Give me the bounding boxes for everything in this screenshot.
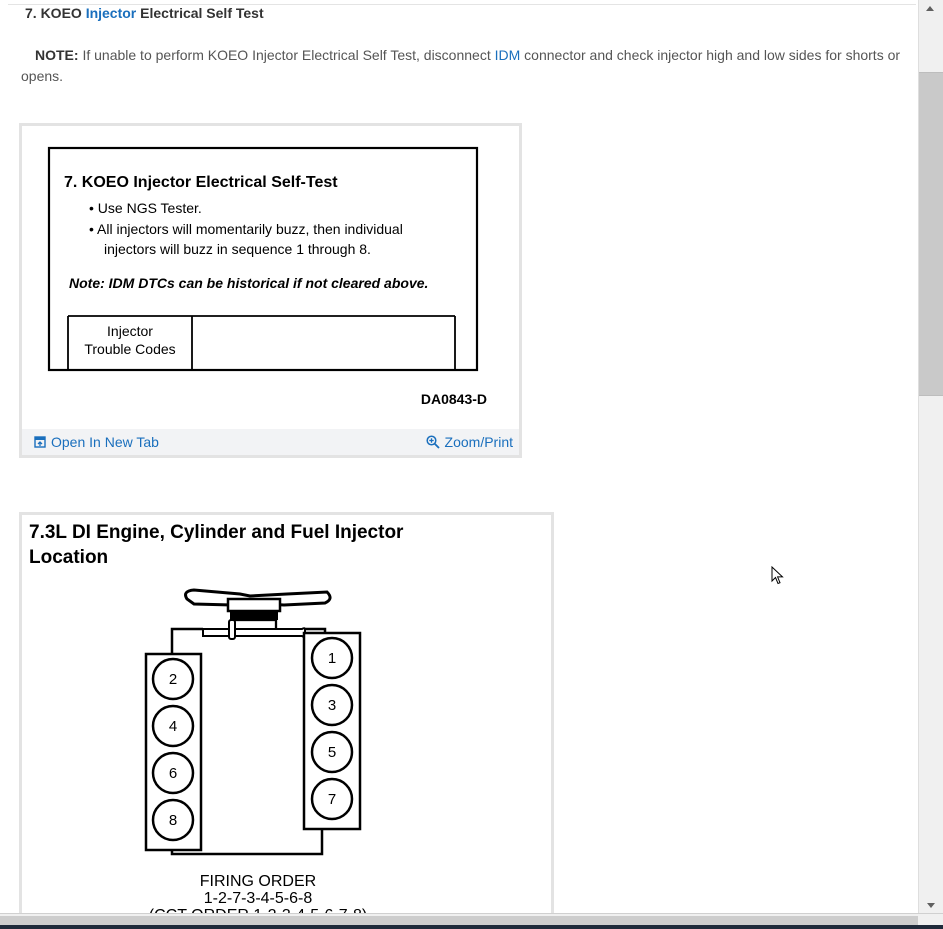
cylinder-label-8: 8 — [168, 812, 178, 829]
bullet-2-cont: injectors will buzz in sequence 1 through 8. — [104, 241, 371, 257]
koeo-diagram — [22, 126, 519, 429]
figure-engine-layout — [19, 512, 554, 929]
table-label-line1: Injector — [107, 323, 153, 339]
table-label-line2: Trouble Codes — [84, 341, 176, 357]
engine-title-line2: Location — [29, 547, 109, 568]
injector-link[interactable]: Injector — [85, 5, 137, 21]
cylinder-label-4: 4 — [168, 718, 178, 735]
scroll-up-button[interactable] — [919, 0, 943, 72]
vertical-scrollbar[interactable] — [918, 0, 943, 913]
bullet-2: • All injectors will momentarily buzz, then individual — [89, 221, 403, 237]
note-paragraph — [21, 45, 901, 87]
mouse-pointer-icon — [771, 566, 785, 586]
firing-order-label: FIRING ORDER — [199, 873, 317, 890]
figure-footer — [22, 429, 519, 455]
open-new-tab-icon — [34, 436, 46, 448]
engine-diagram — [22, 515, 551, 929]
diagram-title: 7. KOEO Injector Electrical Self-Test — [64, 174, 338, 191]
cylinder-label-7: 7 — [327, 791, 337, 808]
diagram-note: Note: IDM DTCs can be historical if not cleared above. — [69, 275, 429, 291]
zoom-in-icon — [426, 435, 440, 449]
section-heading — [25, 5, 264, 21]
scroll-down-button[interactable] — [919, 897, 943, 913]
firing-order: 1-2-7-3-4-5-6-8 — [203, 890, 313, 907]
idm-link[interactable]: IDM — [494, 47, 521, 63]
zoom-print-link[interactable] — [426, 434, 513, 450]
heading-prefix: 7. KOEO — [25, 5, 86, 21]
cylinder-label-2: 2 — [168, 671, 178, 688]
note-text-after: connector and check injector high and low sides for shorts or opens. — [21, 47, 901, 84]
figure-code: DA0843-D — [420, 391, 487, 407]
taskbar-edge — [0, 925, 943, 929]
engine-title-line1: 7.3L DI Engine, Cylinder and Fuel Injector — [29, 522, 404, 543]
cylinder-label-6: 6 — [168, 765, 178, 782]
note-label: NOTE: — [35, 47, 79, 63]
cylinder-label-5: 5 — [327, 744, 337, 761]
bullet-1: • Use NGS Tester. — [89, 200, 202, 216]
scroll-thumb[interactable] — [919, 72, 943, 396]
note-text-before: If unable to perform KOEO Injector Electrical Self Test, disconnect — [78, 47, 495, 63]
zoom-print-label: Zoom/Print — [444, 434, 513, 450]
open-in-new-tab-link[interactable] — [34, 434, 159, 450]
open-in-new-tab-label: Open In New Tab — [51, 434, 159, 450]
engine-fan — [186, 590, 331, 639]
heading-suffix: Electrical Self Test — [136, 5, 264, 21]
figure-koeo-self-test — [19, 123, 522, 458]
cylinder-label-3: 3 — [327, 697, 337, 714]
cylinder-label-1: 1 — [327, 650, 337, 667]
